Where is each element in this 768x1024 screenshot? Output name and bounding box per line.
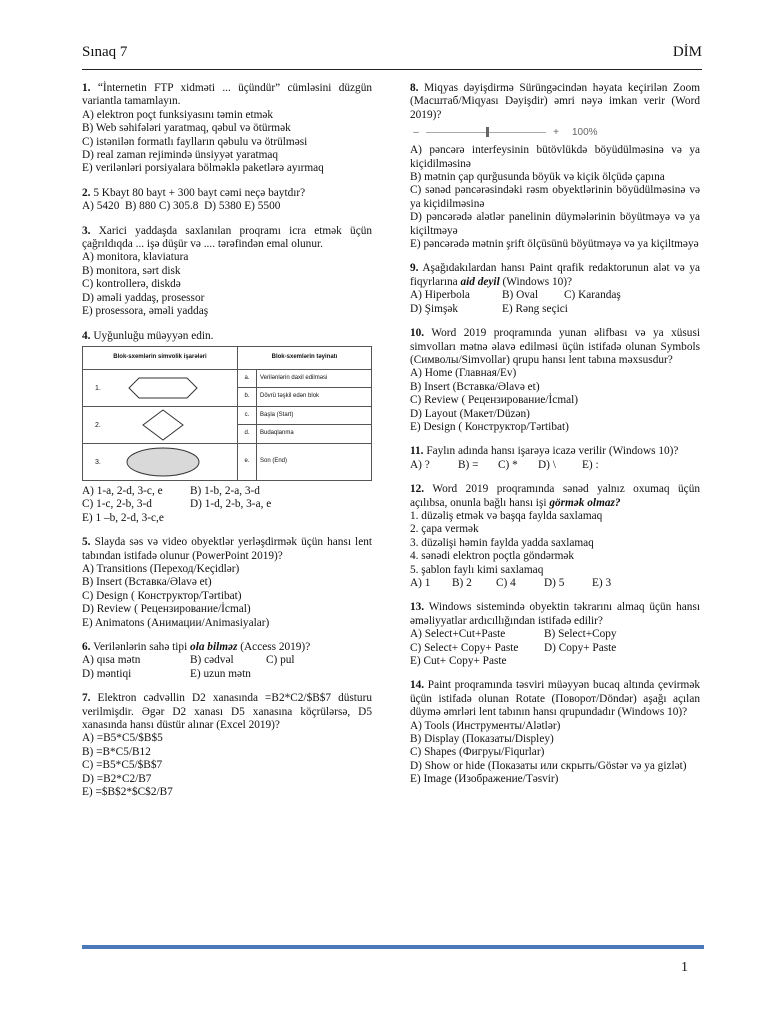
flowchart-table xyxy=(82,346,372,481)
question-number: 8. xyxy=(410,82,419,94)
key-b: b. xyxy=(238,388,257,407)
option-a: A) monitora, klaviatura xyxy=(82,251,189,264)
option-c: C) Select+ Copy+ Paste xyxy=(410,641,519,654)
option-b: B) cədvəl xyxy=(190,654,234,667)
option-b: B) = xyxy=(458,458,479,471)
zoom-in-icon: + xyxy=(553,126,559,138)
question-number: 11. xyxy=(410,445,424,458)
option-b: B) 880 xyxy=(125,200,157,213)
option-e: E) Image (Изображение/Təsvir) xyxy=(410,773,559,786)
option-a: A) ? xyxy=(410,458,430,471)
key-a: a. xyxy=(238,369,257,388)
option-c: C) Design ( Конструктор/Tərtibat) xyxy=(82,589,242,602)
question-stem-emphasis: görmək olmaz? xyxy=(549,496,621,509)
option-b: B) Select+Copy xyxy=(544,628,617,641)
option-e: E) 3 xyxy=(592,577,612,589)
option-e: E) =$B$2*$C$2/B7 xyxy=(82,786,173,799)
option-d: D) =B2*C2/B7 xyxy=(82,772,152,785)
meaning-a: Verilənlərin daxil edilməsi xyxy=(257,369,372,388)
shape-cell-2: 2. xyxy=(83,406,238,443)
option-b: B) mətnin çap qurğusunda böyük və kiçik ölçüdə çapına xyxy=(410,171,665,184)
question-3 xyxy=(82,225,372,319)
question-stem: Elektron cədvəllin D2 xanasında =B2*C2/$B$7 düsturu verilmişdir. Əgər D2 xanası D5 xanasına köçrülərsə, D5 xanasında hansı düstür alınar (Excel 2019)? xyxy=(82,692,372,731)
question-10 xyxy=(410,327,700,434)
meaning-e: Son (End) xyxy=(257,443,372,480)
hexagon-shape-icon xyxy=(87,371,227,405)
option-d: D) Show or hide (Показаты или скрыть/Göstər və ya gizlət) xyxy=(410,759,687,772)
table-header-meanings: Blok-sxemlərin təyinatı xyxy=(238,346,372,369)
zoom-track xyxy=(426,132,546,133)
question-stem: 5 Kbayt 80 bayt + 300 bayt cəmi neçə baytdır? xyxy=(93,186,306,199)
option-c: C) Karandaş xyxy=(564,289,621,302)
page-header xyxy=(82,44,702,64)
option-e: E) uzun mətn xyxy=(190,667,251,680)
option-e: E) pəncərədə mətnin şrift ölçüsünü böyütməyə və ya kiçiltməyə xyxy=(410,238,699,251)
question-stem: Aşağıdakılardan hansı Paint qrafik redaktorunun alət və ya fiqyrlarına xyxy=(410,262,701,288)
question-14 xyxy=(410,679,700,786)
option-d: D) pəncərədə alətlər panelinin düymələrinin böyütməyə və ya kiçiltməyə xyxy=(410,211,700,237)
question-13 xyxy=(410,601,700,668)
option-c: C) * xyxy=(498,458,518,471)
question-number: 9. xyxy=(410,262,419,275)
option-a: A) 1 xyxy=(410,577,431,589)
option-c: C) =B5*C5/$B$7 xyxy=(82,759,163,772)
question-stem: Word 2019 proqramında sənəd yalnız oxumaq üçün açılıbsa, onunla bağlı hansı işi xyxy=(410,483,700,509)
shape-cell-1: 1. xyxy=(83,369,238,406)
option-e: E) prosessora, əməli yaddaş xyxy=(82,305,209,318)
option-b: B) Insert (Вставка/Əlavə et) xyxy=(82,576,212,589)
option-a: A) 1-a, 2-d, 3-c, e xyxy=(82,484,163,497)
question-stem: Paint proqramında təsviri müəyyən bucaq altında çevirmək üçün istifadə olunan Rotate (Поворот/Döndər) aşağı açılan düymə əmrləri lent tabının hansı qrupundadır (Windows 10)? xyxy=(410,679,700,719)
question-stem: Uyğunluğu müəyyən edin. xyxy=(93,329,214,342)
key-d: d. xyxy=(238,425,257,444)
question-stem: Faylın adında hansı işarəyə icazə verilir (Windows 10)? xyxy=(426,445,679,458)
table-header-symbols: Blok-sxemlərin simvolik işarələri xyxy=(83,346,238,369)
option-c: C) pul xyxy=(266,654,295,667)
question-number: 2. xyxy=(82,186,91,199)
question-number: 6. xyxy=(82,640,91,653)
header-right: DİM xyxy=(672,44,702,60)
ellipse-shape-icon xyxy=(87,445,227,479)
question-stem-end: (Access 2019)? xyxy=(237,640,311,653)
shape-cell-3: 3. xyxy=(83,443,238,480)
question-11 xyxy=(410,445,700,472)
option-e: E) Design ( Конструктор/Tərtibat) xyxy=(410,420,569,433)
zoom-percentage: 100% xyxy=(572,126,598,138)
option-c: C) Shapes (Фигруы/Fiqurlar) xyxy=(410,746,545,759)
option-e: E) Rəng seçici xyxy=(502,302,568,315)
option-a: A) qısa mətn xyxy=(82,654,141,667)
option-e: E) 1 –b, 2-d, 3-c,e xyxy=(82,511,164,524)
footer-divider xyxy=(82,945,704,949)
page-number: 1 xyxy=(681,960,688,975)
option-e: E) 5500 xyxy=(244,200,281,213)
option-b: B) Web səhifələri yaratmaq, qəbul və ötürmək xyxy=(82,122,291,135)
option-e: E) verilənləri porsiyalara bölməklə paketlərə ayırmaq xyxy=(82,162,324,175)
meaning-b: Dövrü təşkil edən blok xyxy=(257,388,372,407)
option-b: B) Oval xyxy=(502,289,539,302)
question-1 xyxy=(82,82,372,176)
option-d: D) Layout (Макет/Düzən) xyxy=(410,407,530,420)
option-d: D) 1-d, 2-b, 3-a, e xyxy=(190,498,272,511)
question-2 xyxy=(82,187,372,214)
question-stem-emphasis: ola bilməz xyxy=(190,640,238,653)
option-d: D) Review ( Рецензирование/İcmal) xyxy=(82,603,251,616)
key-e: e. xyxy=(238,443,257,480)
option-d: D) məntiqi xyxy=(82,667,132,680)
option-a: A) 5420 xyxy=(82,200,120,213)
question-number: 7. xyxy=(82,692,91,705)
option-b: B) 1-b, 2-a, 3-d xyxy=(190,484,260,497)
question-number: 1. xyxy=(82,82,91,94)
option-a: A) pəncərə interfeysinin bütövlükdə böyüdülməsinə və ya kiçidilməsinə xyxy=(410,144,700,170)
option-c: C) kontrollerə, diskdə xyxy=(82,278,181,291)
question-5 xyxy=(82,536,372,630)
option-d: D) Şimşək xyxy=(410,302,459,315)
list-item: 2. çapa vermək xyxy=(410,523,479,536)
option-d: D) 5380 xyxy=(204,200,242,213)
question-stem: Miqyas dəyişdirmə Sürüngəcindən həyata keçirilən Zoom (Масштаб/Miqyası Dəyişdir) əmri nəyə imkan verir (Word 2019)? xyxy=(410,82,701,121)
zoom-slider-image xyxy=(410,124,700,140)
list-item: 5. şablon faylı kimi saxlamaq xyxy=(410,563,544,576)
option-e: E) Animatons (Анимации/Animasiyalar) xyxy=(82,616,270,629)
question-number: 12. xyxy=(410,483,425,496)
question-12 xyxy=(410,483,700,590)
option-d: D) \ xyxy=(538,458,556,471)
option-e: E) : xyxy=(582,458,599,471)
option-c: C) istənilən formatlı faylların qəbulu və ötrülməsi xyxy=(82,135,308,148)
question-4 xyxy=(82,330,372,526)
question-6 xyxy=(82,641,372,681)
question-number: 13. xyxy=(410,601,425,614)
option-c: C) 4 xyxy=(496,577,516,589)
option-e: E) Cut+ Copy+ Paste xyxy=(410,655,507,668)
question-9 xyxy=(410,262,700,316)
question-stem: Windows sistemində obyektin təkrarını almaq üçün hansı əməliyyatlar ardıcıllığından istifadə edilir? xyxy=(410,601,700,627)
option-a: A) Tools (Инструменты/Alətlər) xyxy=(410,719,561,732)
option-c: C) 305.8 xyxy=(158,200,199,213)
question-stem: Word 2019 proqramında yunan əlifbası və ya xüsusi simvolları mətnə əlavə edilməsi üçün istifadə olunan Symbols (Символы/Simvollar) qrupu hansı lent tabına məxsusdur? xyxy=(410,327,700,366)
question-stem: Xarici yaddaşda saxlanılan proqramı icra etmək üçün çağrıldıqda ... işə düşür və .... tərəfindən emal olunur. xyxy=(82,224,373,251)
option-d: D) Copy+ Paste xyxy=(544,641,617,654)
question-stem: “İnternetin FTP xidməti ... üçündür” cümləsini düzgün variantla tamamlayın. xyxy=(82,82,373,108)
question-stem: Verilənlərin sahə tipi xyxy=(93,640,191,653)
option-a: A) =B5*C5/$B$5 xyxy=(82,732,163,745)
option-c: C) 1-c, 2-b, 3-d xyxy=(82,498,152,511)
option-d: D) 5 xyxy=(544,577,565,589)
question-stem-end: (Windows 10)? xyxy=(499,275,573,288)
header-divider xyxy=(82,69,702,70)
list-item: 3. düzəlişi həmin faylda yadda saxlamaq xyxy=(410,536,594,549)
option-a: A) Hiperbola xyxy=(410,289,470,302)
header-left: Sınaq 7 xyxy=(82,44,128,60)
option-b: B) =B*C5/B12 xyxy=(82,745,151,758)
zoom-out-icon: – xyxy=(413,126,419,138)
question-number: 14. xyxy=(410,679,425,692)
left-column xyxy=(82,82,372,810)
question-stem: Slayda səs və video obyektlər yerləşdirmək üçün hansı lent tabından istifadə olunur (PowerPoint 2019)? xyxy=(82,536,372,562)
list-item: 1. düzəliş etmək və başqa faylda saxlamaq xyxy=(410,509,603,522)
option-a: A) elektron poçt funksiyasını təmin etmək xyxy=(82,108,274,121)
meaning-c: Başla (Start) xyxy=(257,406,372,425)
question-stem-emphasis: aid deyil xyxy=(460,275,500,288)
option-d: D) əməli yaddaş, prosessor xyxy=(82,291,205,304)
meaning-d: Budaqlanma xyxy=(257,425,372,444)
right-column xyxy=(410,82,700,798)
option-c: C) Review ( Рецензирование/İcmal) xyxy=(410,394,579,407)
option-a: A) Home (Главная/Ev) xyxy=(410,367,517,380)
list-item: 4. sənədi elektron poçtla göndərmək xyxy=(410,550,575,563)
question-7 xyxy=(82,692,372,799)
question-number: 5. xyxy=(82,536,91,549)
question-number: 10. xyxy=(410,327,425,340)
option-b: B) Display (Показаты/Displey) xyxy=(410,733,554,746)
question-number: 3. xyxy=(82,224,91,237)
option-a: A) Select+Cut+Paste xyxy=(410,628,506,641)
key-c: c. xyxy=(238,406,257,425)
question-8 xyxy=(410,82,700,251)
option-a: A) Transitions (Переход/Keçidlər) xyxy=(82,562,240,575)
option-b: B) monitora, sərt disk xyxy=(82,264,181,277)
question-number: 4. xyxy=(82,329,91,342)
option-c: C) sənəd pəncərəsindəki rəsm obyektlərinin böyüdülməsinə və ya kiçidilməsinə xyxy=(410,184,700,210)
option-b: B) 2 xyxy=(452,577,472,589)
zoom-thumb xyxy=(486,127,489,137)
diamond-shape-icon xyxy=(87,408,227,442)
option-b: B) Insert (Вставка/Əlavə et) xyxy=(410,380,540,393)
option-d: D) real zaman rejimində ünsiyyət yaratmaq xyxy=(82,149,279,162)
